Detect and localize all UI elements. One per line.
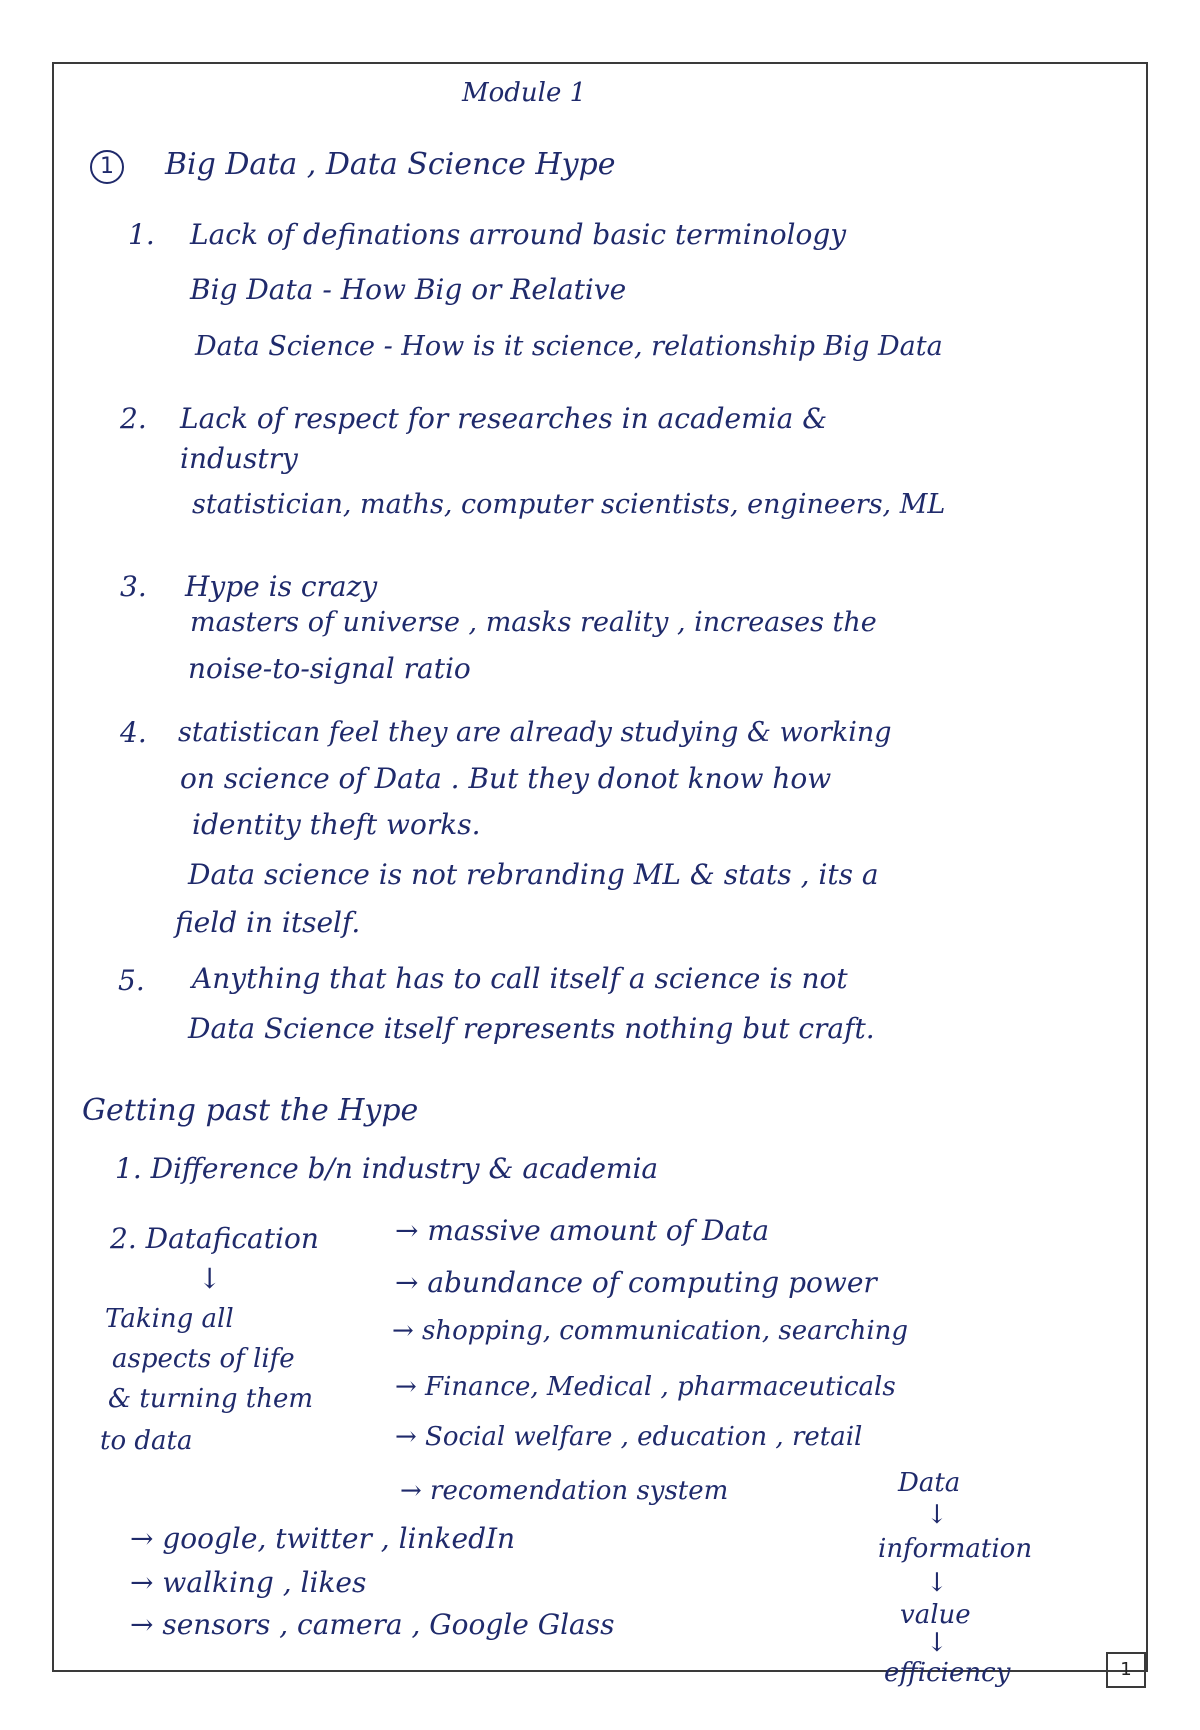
section2-title: Getting past the Hype	[82, 1093, 419, 1128]
point-1-line-3: Data Science - How is it science, relationship Big Data	[195, 331, 943, 362]
bottom-arrow-1: → google, twitter , linkedIn	[130, 1522, 516, 1555]
point-1-line-1: Lack of definations arround basic terminology	[190, 218, 847, 251]
arrow-item-4: → Finance, Medical , pharmaceuticals	[395, 1372, 896, 1402]
point-4-line-3: identity theft works.	[192, 808, 481, 841]
point-4-line-5: field in itself.	[175, 906, 361, 939]
point-3-line-3: noise-to-signal ratio	[188, 652, 471, 685]
datafication-def-4: to data	[100, 1426, 193, 1456]
point-4-line-4: Data science is not rebranding ML & stats , its a	[188, 858, 879, 891]
flow-arrow-3-icon: ↓	[926, 1628, 948, 1658]
flow-data: Data	[898, 1468, 961, 1498]
section2-item-1: 1. Difference b/n industry & academia	[115, 1152, 659, 1185]
datafication-def-2: aspects of life	[112, 1344, 295, 1374]
point-2-line-1: Lack of respect for researches in academia &	[180, 402, 828, 435]
page-number: 1	[1106, 1652, 1146, 1688]
arrow-item-1: → massive amount of Data	[395, 1214, 770, 1247]
flow-efficiency: efficiency	[884, 1658, 1011, 1688]
point-3-line-1: Hype is crazy	[185, 570, 378, 603]
flow-value: value	[900, 1600, 971, 1630]
section1-title: Big Data , Data Science Hype	[165, 147, 616, 182]
datafication-def-1: Taking all	[105, 1304, 234, 1334]
flow-information: information	[878, 1534, 1033, 1564]
point-1-line-2: Big Data - How Big or Relative	[190, 273, 627, 306]
point-2-line-2: industry	[180, 442, 298, 475]
point-2-line-3: statistician, maths, computer scientists, engineers, ML	[192, 489, 946, 520]
arrow-item-6: → recomendation system	[400, 1476, 729, 1506]
point-5-number: 5.	[118, 964, 145, 997]
point-4-number: 4.	[120, 716, 147, 749]
point-3-line-2: masters of universe , masks reality , increases the	[190, 607, 877, 638]
down-arrow-icon: ↓	[198, 1262, 222, 1295]
arrow-item-2: → abundance of computing power	[395, 1266, 877, 1299]
point-4-line-1: statistican feel they are already studying & working	[178, 717, 892, 748]
flow-arrow-1-icon: ↓	[926, 1500, 948, 1530]
flow-arrow-2-icon: ↓	[926, 1568, 948, 1598]
point-5-line-2: Data Science itself represents nothing but craft.	[188, 1012, 875, 1045]
section-number-badge: 1	[90, 150, 124, 184]
bottom-arrow-3: → sensors , camera , Google Glass	[130, 1608, 615, 1641]
point-3-number: 3.	[120, 570, 147, 603]
point-2-number: 2.	[120, 402, 147, 435]
point-5-line-1: Anything that has to call itself a science is not	[192, 962, 848, 995]
module-header: Module 1	[462, 78, 587, 108]
arrow-item-5: → Social welfare , education , retail	[395, 1422, 863, 1452]
datafication-def-3: & turning them	[108, 1384, 313, 1414]
point-1-number: 1.	[128, 218, 155, 251]
point-4-line-2: on science of Data . But they donot know how	[180, 762, 832, 795]
bottom-arrow-2: → walking , likes	[130, 1566, 367, 1599]
section2-item-2: 2. Datafication	[110, 1222, 319, 1255]
arrow-item-3: → shopping, communication, searching	[392, 1316, 909, 1346]
